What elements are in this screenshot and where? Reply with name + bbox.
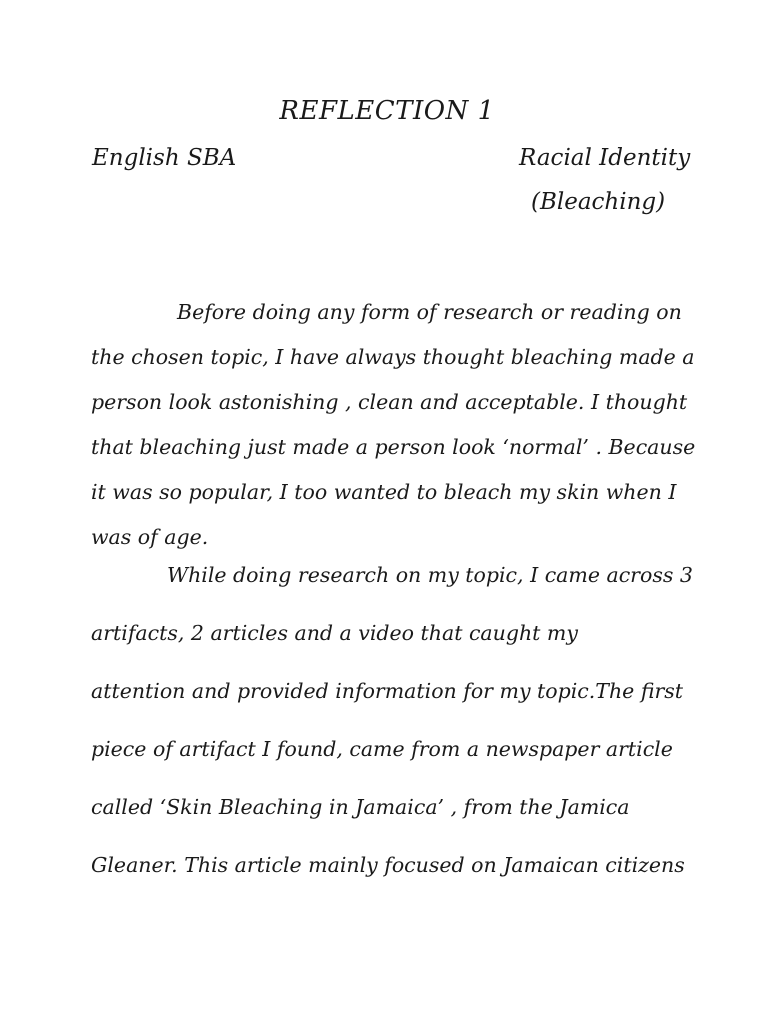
paragraph-line: was of age.	[91, 525, 209, 549]
paragraph-line: the chosen topic, I have always thought bleaching made a	[91, 345, 695, 369]
paragraph-line: person look astonishing , clean and acceptable. I thought	[91, 390, 688, 414]
paragraph-line: Before doing any form of research or reading on	[177, 300, 682, 324]
paragraph-line: attention and provided information for my topic.The first	[91, 679, 684, 703]
topic-label: Racial Identity	[519, 145, 691, 171]
paragraph-line: that bleaching just made a person look ‘normal’ . Because	[91, 435, 696, 459]
paragraph-line: it was so popular, I too wanted to bleach my skin when I	[91, 480, 677, 504]
subtopic-label: (Bleaching)	[531, 189, 666, 215]
paragraph-1	[91, 290, 696, 560]
paragraph-line: Gleaner. This article mainly focused on Jamaican citizens	[91, 853, 685, 877]
paragraph-line: piece of artifact I found, came from a newspaper article	[91, 737, 673, 761]
paragraph-line: called ‘Skin Bleaching in Jamaica’ , from the Jamica	[91, 795, 630, 819]
paragraph-line: artifacts, 2 articles and a video that caught my	[91, 621, 578, 645]
subject-label: English SBA	[92, 145, 237, 171]
paragraph-2	[91, 560, 691, 908]
paragraph-line: While doing research on my topic, I came across 3	[167, 563, 693, 587]
document-title: REFLECTION 1	[279, 96, 495, 126]
